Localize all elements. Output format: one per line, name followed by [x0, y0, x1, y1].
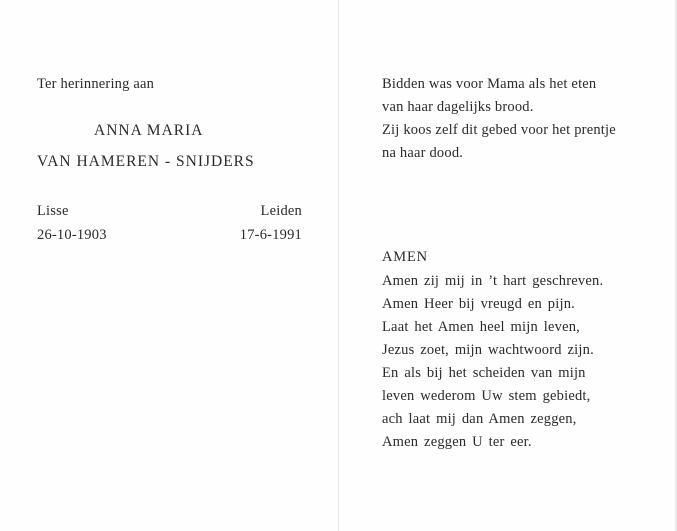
prayer-title: AMEN — [382, 249, 428, 265]
death-date: 17-6-1991 — [239, 227, 302, 243]
intro-text: Ter herinnering aan — [37, 76, 155, 92]
prayer-line: Jezus zoet, mijn wachtwoord zijn. — [382, 342, 594, 358]
card-fold-line — [338, 0, 339, 531]
dedication-quote — [382, 73, 616, 165]
prayer-line: Amen zeggen U ter eer. — [382, 434, 532, 450]
prayer-line: Amen Heer bij vreugd en pijn. — [382, 296, 575, 312]
prayer-line: leven wederom Uw stem gebiedt, — [382, 388, 591, 404]
quote-line: na haar dood. — [382, 145, 464, 161]
birth-date: 26-10-1903 — [37, 227, 107, 243]
quote-line: Bidden was voor Mama als het eten — [382, 76, 597, 92]
quote-line: Zij koos zelf dit gebed voor het prentje — [382, 122, 616, 138]
prayer-line: Laat het Amen heel mijn leven, — [382, 319, 580, 335]
prayer-line: En als bij het scheiden van mijn — [382, 365, 586, 381]
deceased-surname: VAN HAMEREN - SNIJDERS — [37, 153, 255, 170]
prayer-text — [382, 270, 603, 454]
birth-place: Lisse — [37, 203, 69, 219]
quote-line: van haar dagelijks brood. — [382, 99, 534, 115]
prayer-line: Amen zij mij in ’t hart geschreven. — [382, 273, 604, 289]
prayer-line: ach laat mij dan Amen zeggen, — [382, 411, 577, 427]
deceased-first-names: ANNA MARIA — [94, 122, 204, 139]
death-place: Leiden — [260, 203, 302, 219]
